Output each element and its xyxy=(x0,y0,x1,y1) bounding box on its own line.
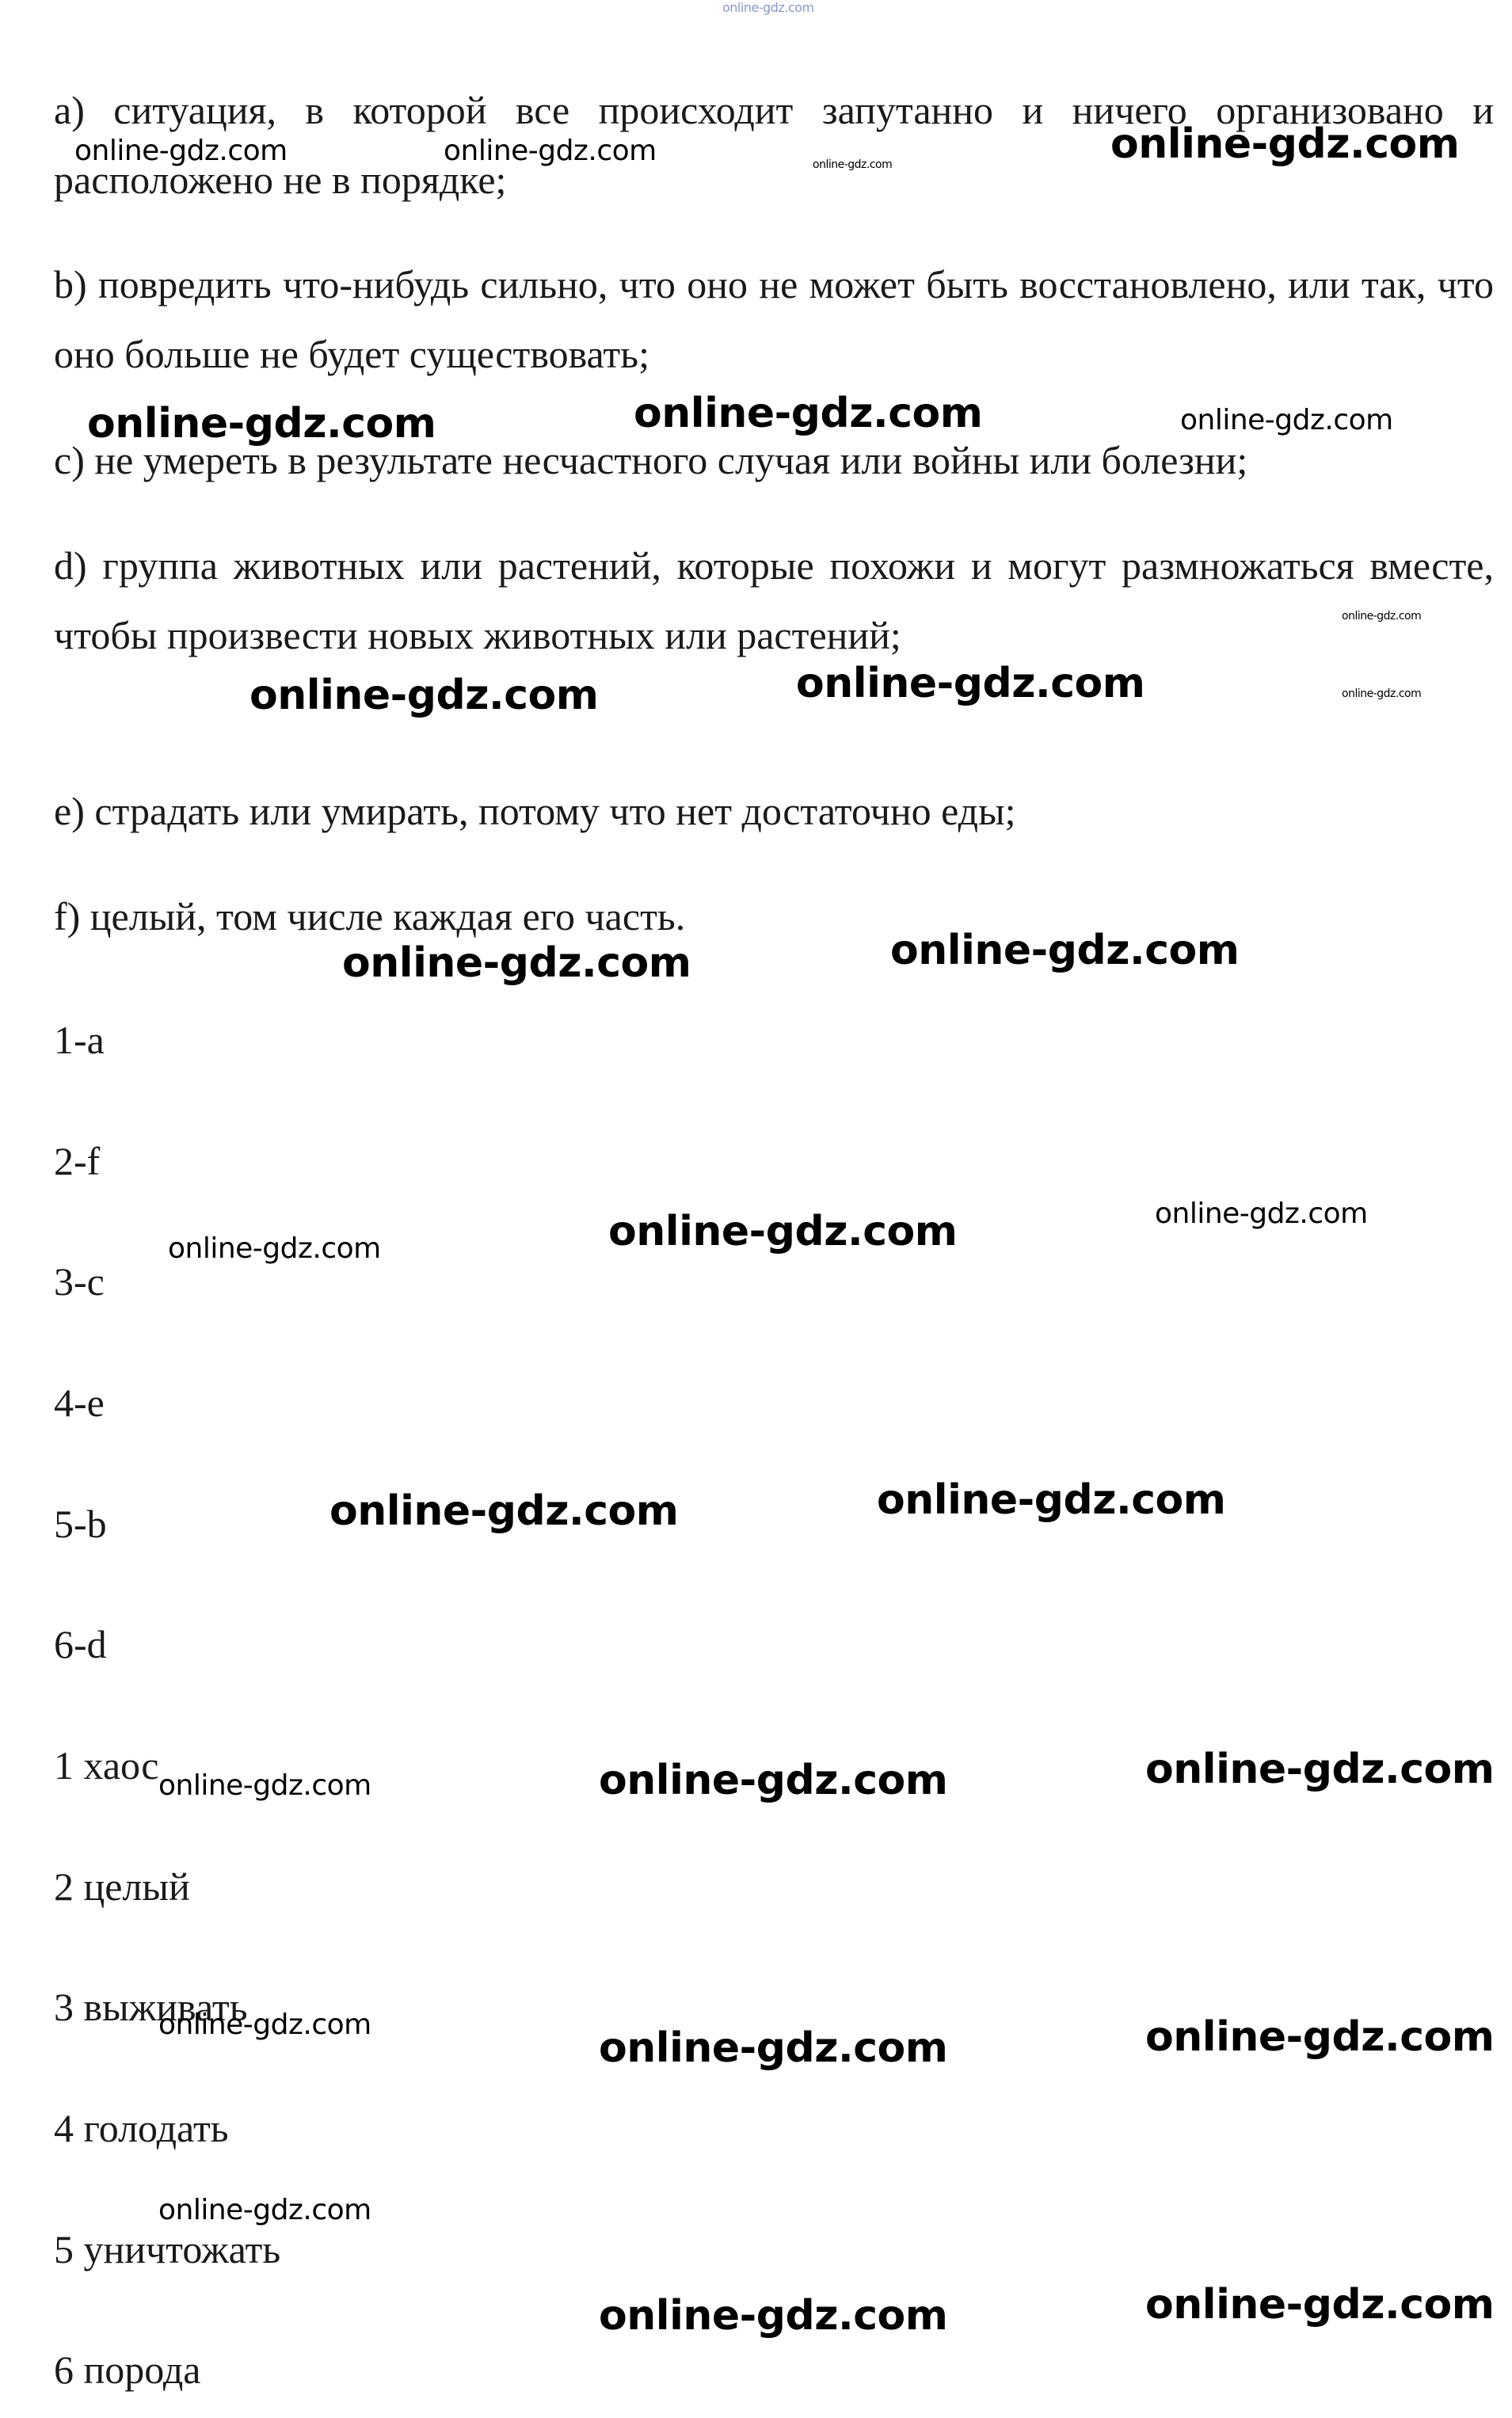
watermark: online-gdz.com xyxy=(87,400,436,447)
watermark: online-gdz.com xyxy=(1180,404,1393,436)
match-2: 2-f xyxy=(54,1139,101,1183)
watermark: online-gdz.com xyxy=(813,158,893,171)
match-6: 6-d xyxy=(54,1622,107,1666)
watermark: online-gdz.com xyxy=(890,927,1240,974)
word-5: 5 уничтожать xyxy=(54,2227,281,2271)
watermark: online-gdz.com xyxy=(158,2009,371,2041)
definition-a: a) ситуация, в которой все происходит запутанно и ничего организовано и расположено не в порядке; xyxy=(54,88,1494,202)
word-2: 2 целый xyxy=(54,1864,190,1909)
watermark: online-gdz.com xyxy=(608,1208,958,1255)
match-4: 4-e xyxy=(54,1380,105,1425)
watermark: online-gdz.com xyxy=(329,1487,679,1535)
watermark: online-gdz.com xyxy=(599,2024,948,2072)
watermark: online-gdz.com xyxy=(158,2194,371,2226)
watermark: online-gdz.com xyxy=(1145,1746,1495,1793)
watermark: online-gdz.com xyxy=(599,2292,948,2340)
word-6: 6 порода xyxy=(54,2348,201,2392)
watermark: online-gdz.com xyxy=(796,660,1145,707)
match-1: 1-a xyxy=(54,1018,105,1062)
definition-b: b) повредить что-нибудь сильно, что оно не может быть восстановлено, или так, что оно больше не будет существовать; xyxy=(54,262,1494,376)
definition-f: f) целый, том числе каждая его часть. xyxy=(54,894,686,939)
watermark: online-gdz.com xyxy=(342,939,691,987)
watermark: online-gdz.com xyxy=(1342,687,1422,700)
word-3: 3 выживать xyxy=(54,1985,248,2029)
watermark: online-gdz.com xyxy=(599,1757,948,1804)
definition-e: e) страдать или умирать, потому что нет достаточно еды; xyxy=(54,789,1016,833)
watermark: online-gdz.com xyxy=(444,135,657,167)
word-4: 4 голодать xyxy=(54,2106,229,2150)
watermark: online-gdz.com xyxy=(722,0,814,15)
definition-d: d) группа животных или растений, которые похожи и могут размножаться вместе, чтобы произвести новых животных или растений; xyxy=(54,543,1494,657)
watermark: online-gdz.com xyxy=(877,1476,1226,1524)
watermark: online-gdz.com xyxy=(1342,610,1422,623)
watermark: online-gdz.com xyxy=(158,1769,371,1802)
watermark: online-gdz.com xyxy=(1145,2281,1495,2329)
watermark: online-gdz.com xyxy=(634,390,983,437)
watermark: online-gdz.com xyxy=(74,135,288,167)
watermark: online-gdz.com xyxy=(1155,1198,1368,1230)
watermark: online-gdz.com xyxy=(1145,2013,1495,2061)
definition-c: c) не умереть в результате несчастного случая или войны или болезни; xyxy=(54,438,1248,482)
match-5: 5-b xyxy=(54,1502,107,1546)
watermark: online-gdz.com xyxy=(168,1232,381,1265)
word-1: 1 хаос xyxy=(54,1743,159,1788)
watermark: online-gdz.com xyxy=(1110,120,1460,168)
watermark: online-gdz.com xyxy=(249,672,599,719)
match-3: 3-c xyxy=(54,1259,105,1304)
